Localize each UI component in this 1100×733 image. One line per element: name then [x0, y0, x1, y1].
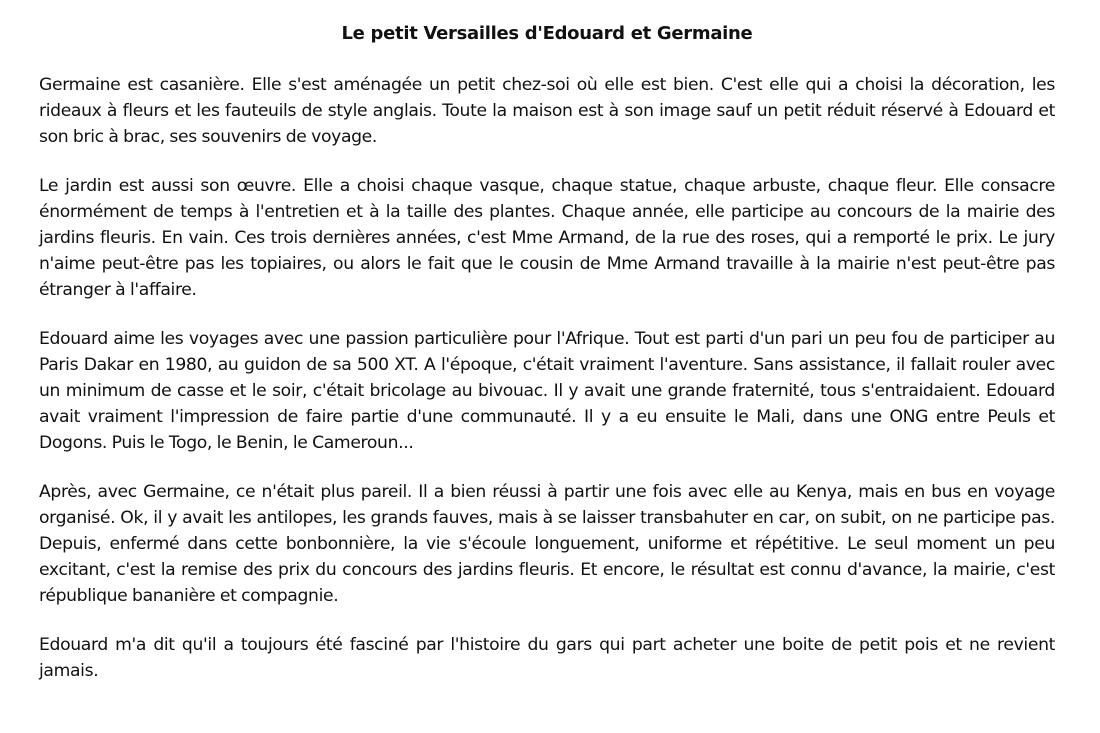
paragraph-edouard-voyages: Edouard aime les voyages avec une passion particulière pour l'Afrique. Tout est parti d'un pari un peu fou de participer au Paris Dakar en 1980, au guidon de sa 500 XT. A l'époque, c'était vraiment l'aventure. Sans assistance, il fallait rouler avec un minimum de casse et le soir, c'était bricolage au bivouac. Il y avait une grande fraternité, tous s'entraidaient. Edouard avait vraiment l'impression de faire partie d'une communauté. Il y a eu ensuite le Mali, dans une ONG entre Peuls et Dogons. Puis le Togo, le Benin, le Cameroun...: [39, 329, 1055, 453]
paragraph-germaine: Germaine est casanière. Elle s'est aménagée un petit chez-soi où elle est bien. C'est elle qui a choisi la décoration, les rideaux à fleurs et les fauteuils de style anglais. Toute la maison est à son image sauf un petit réduit réservé à Edouard et son bric à brac, ses souvenirs de voyage.: [39, 75, 1055, 147]
paragraph-petit-pois: Edouard m'a dit qu'il a toujours été fasciné par l'histoire du gars qui part acheter une boite de petit pois et ne revient jamais.: [39, 635, 1055, 681]
paragraph-jardin: Le jardin est aussi son œuvre. Elle a choisi chaque vasque, chaque statue, chaque arbuste, chaque fleur. Elle consacre énormément de temps à l'entretien et à la taille des plantes. Chaque année, elle participe au concours de la mairie des jardins fleuris. En vain. Ces trois dernières années, c'est Mme Armand, de la rue des roses, qui a remporté le prix. Le jury n'aime peut-être pas les topiaires, ou alors le fait que le cousin de Mme Armand travaille à la mairie n'est peut-être pas étranger à l'affaire.: [39, 176, 1055, 300]
document-title: Le petit Versailles d'Edouard et Germaine: [341, 23, 753, 44]
paragraph-apres: Après, avec Germaine, ce n'était plus pareil. Il a bien réussi à partir une fois avec elle au Kenya, mais en bus en voyage organisé. Ok, il y avait les antilopes, les grands fauves, mais à se laisser transbahuter en car, on subit, on ne participe pas. Depuis, enfermé dans cette bonbonnière, la vie s'écoule longuement, uniforme et répétitive. Le seul moment un peu excitant, c'est la remise des prix du concours des jardins fleuris. Et encore, le résultat est connu d'avance, la mairie, c'est république bananière et compagnie.: [39, 482, 1055, 606]
